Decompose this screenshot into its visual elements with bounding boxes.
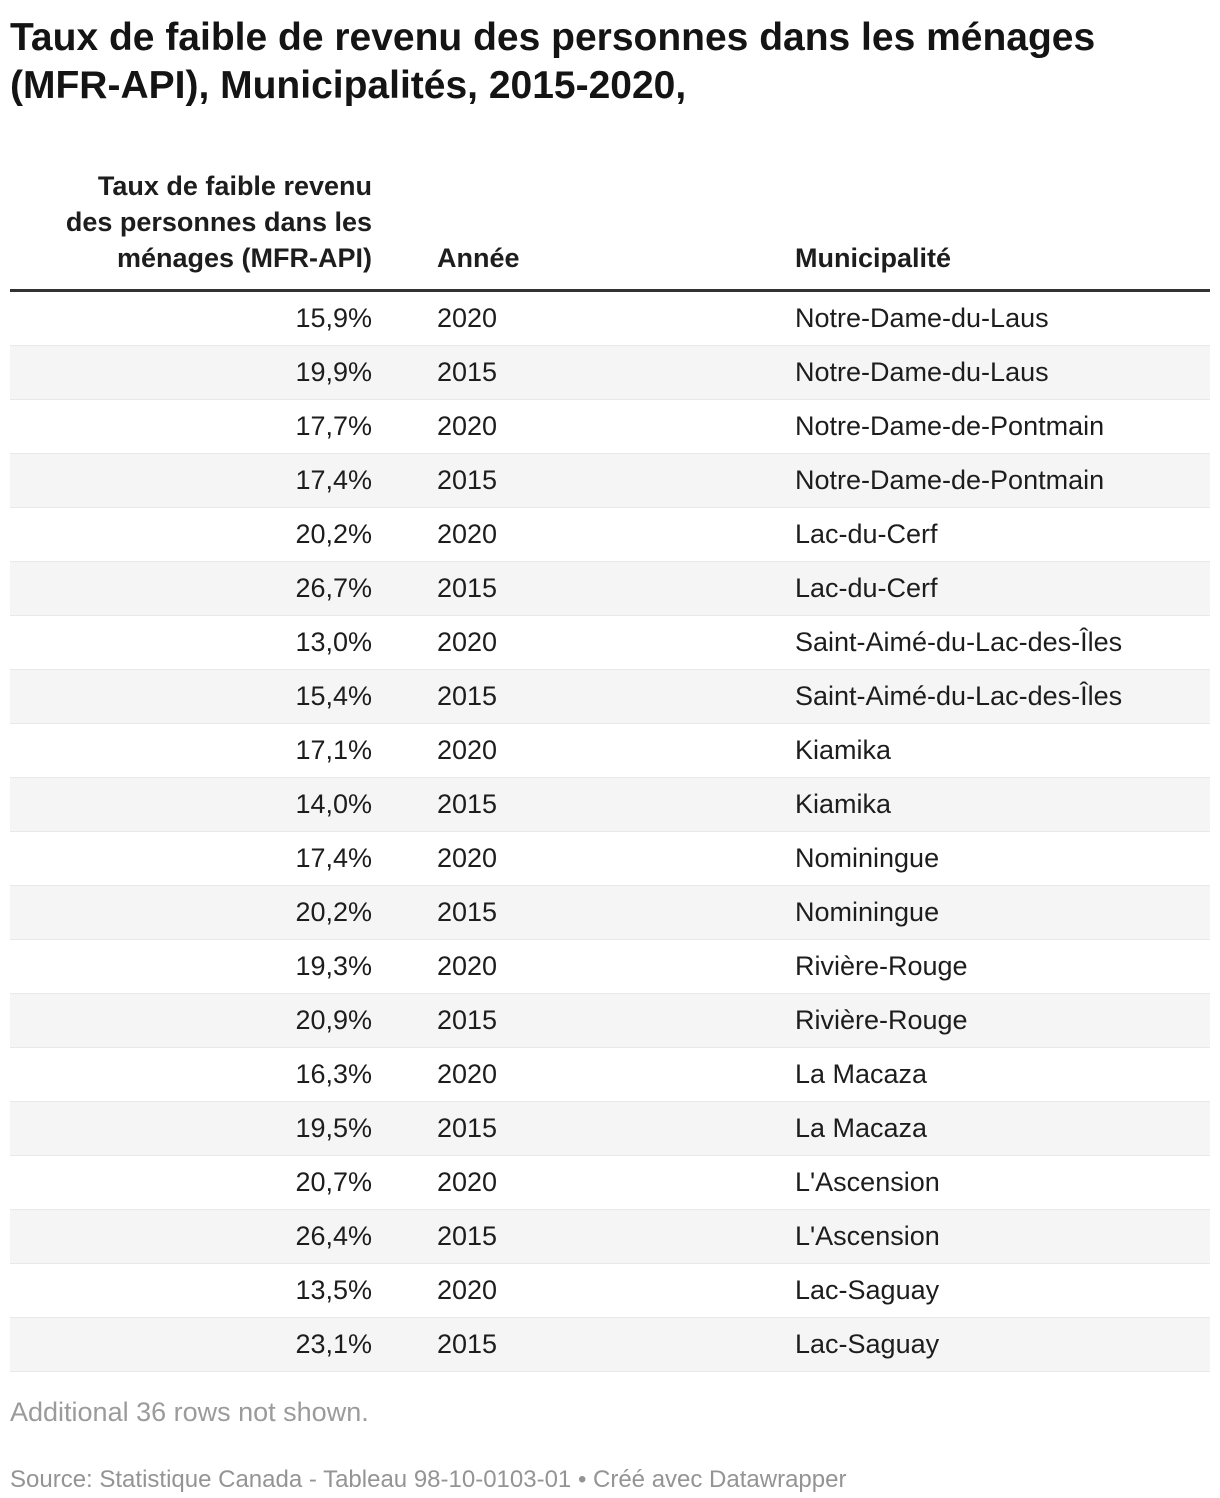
year-cell: 2020 <box>437 627 498 657</box>
year-cell: 2020 <box>437 1167 498 1197</box>
rate-cell: 15,9% <box>295 303 372 333</box>
municipality-cell: L'Ascension <box>795 1221 940 1251</box>
table-row <box>10 670 1210 724</box>
municipality-cell: L'Ascension <box>795 1167 940 1197</box>
rate-cell: 16,3% <box>295 1059 372 1089</box>
year-cell: 2015 <box>437 1113 498 1143</box>
table-row <box>10 1318 1210 1372</box>
rate-cell: 13,5% <box>295 1275 372 1305</box>
table-row <box>10 346 1210 400</box>
rate-cell: 15,4% <box>295 681 372 711</box>
municipality-cell: Notre-Dame-de-Pontmain <box>795 465 1105 495</box>
data-table <box>10 168 1210 1372</box>
column-header-year: Année <box>372 168 795 291</box>
year-cell: 2020 <box>437 303 498 333</box>
municipality-cell: Rivière-Rouge <box>795 1005 968 1035</box>
year-cell: 2020 <box>437 411 498 441</box>
municipality-cell: Lac-Saguay <box>795 1275 940 1305</box>
table-row <box>10 291 1210 346</box>
rate-cell: 26,7% <box>295 573 372 603</box>
rate-cell: 20,2% <box>295 897 372 927</box>
municipality-cell: Notre-Dame-du-Laus <box>795 303 1049 333</box>
year-cell: 2015 <box>437 465 498 495</box>
year-cell: 2015 <box>437 1221 498 1251</box>
rate-cell: 17,4% <box>295 843 372 873</box>
year-cell: 2015 <box>437 573 498 603</box>
rate-cell: 20,9% <box>295 1005 372 1035</box>
rate-cell: 26,4% <box>295 1221 372 1251</box>
rate-cell: 19,3% <box>295 951 372 981</box>
municipality-cell: Notre-Dame-du-Laus <box>795 357 1049 387</box>
rate-cell: 17,4% <box>295 465 372 495</box>
year-cell: 2015 <box>437 1329 498 1359</box>
rate-cell: 17,1% <box>295 735 372 765</box>
municipality-cell: Lac-Saguay <box>795 1329 940 1359</box>
table-row <box>10 454 1210 508</box>
municipality-cell: La Macaza <box>795 1059 928 1089</box>
table-row <box>10 508 1210 562</box>
additional-rows-note: Additional 36 rows not shown. <box>10 1397 369 1427</box>
table-row <box>10 724 1210 778</box>
municipality-cell: Nominingue <box>795 843 940 873</box>
year-cell: 2015 <box>437 681 498 711</box>
column-header-rate-label: Taux de faible revenu des personnes dans les ménages (MFR-API) <box>65 171 372 273</box>
rate-cell: 19,5% <box>295 1113 372 1143</box>
table-row <box>10 1102 1210 1156</box>
column-header-municipality: Municipalité <box>795 168 1210 291</box>
year-cell: 2020 <box>437 519 498 549</box>
municipality-cell: Kiamika <box>795 789 892 819</box>
rate-cell: 14,0% <box>295 789 372 819</box>
municipality-cell: Notre-Dame-de-Pontmain <box>795 411 1105 441</box>
table-row <box>10 778 1210 832</box>
table-row <box>10 616 1210 670</box>
municipality-cell: Saint-Aimé-du-Lac-des-Îles <box>795 681 1123 711</box>
year-cell: 2015 <box>437 897 498 927</box>
table-row <box>10 940 1210 994</box>
municipality-cell: Lac-du-Cerf <box>795 573 938 603</box>
rate-cell: 20,2% <box>295 519 372 549</box>
year-cell: 2020 <box>437 843 498 873</box>
year-cell: 2020 <box>437 1275 498 1305</box>
table-row <box>10 400 1210 454</box>
year-cell: 2015 <box>437 357 498 387</box>
year-cell: 2020 <box>437 951 498 981</box>
municipality-cell: Rivière-Rouge <box>795 951 968 981</box>
municipality-cell: Nominingue <box>795 897 940 927</box>
year-cell: 2020 <box>437 1059 498 1089</box>
rate-cell: 13,0% <box>295 627 372 657</box>
municipality-cell: Lac-du-Cerf <box>795 519 938 549</box>
table-row <box>10 832 1210 886</box>
header-row <box>10 168 1210 291</box>
column-header-rate <box>10 168 372 291</box>
table-row <box>10 562 1210 616</box>
table-row <box>10 1156 1210 1210</box>
table-row <box>10 1210 1210 1264</box>
rate-cell: 17,7% <box>295 411 372 441</box>
municipality-cell: La Macaza <box>795 1113 928 1143</box>
chart-title: Taux de faible de revenu des personnes dans les ménages (MFR-API), Municipalités, 2015-2020, <box>10 16 1096 107</box>
rate-cell: 19,9% <box>295 357 372 387</box>
municipality-cell: Saint-Aimé-du-Lac-des-Îles <box>795 627 1123 657</box>
municipality-cell: Kiamika <box>795 735 892 765</box>
year-cell: 2015 <box>437 1005 498 1035</box>
table-row <box>10 886 1210 940</box>
table-row <box>10 1264 1210 1318</box>
rate-cell: 23,1% <box>295 1329 372 1359</box>
year-cell: 2020 <box>437 735 498 765</box>
table-row <box>10 1048 1210 1102</box>
rate-cell: 20,7% <box>295 1167 372 1197</box>
source-line: Source: Statistique Canada - Tableau 98-10-0103-01 • Créé avec Datawrapper <box>10 1466 847 1493</box>
table-row <box>10 994 1210 1048</box>
year-cell: 2015 <box>437 789 498 819</box>
